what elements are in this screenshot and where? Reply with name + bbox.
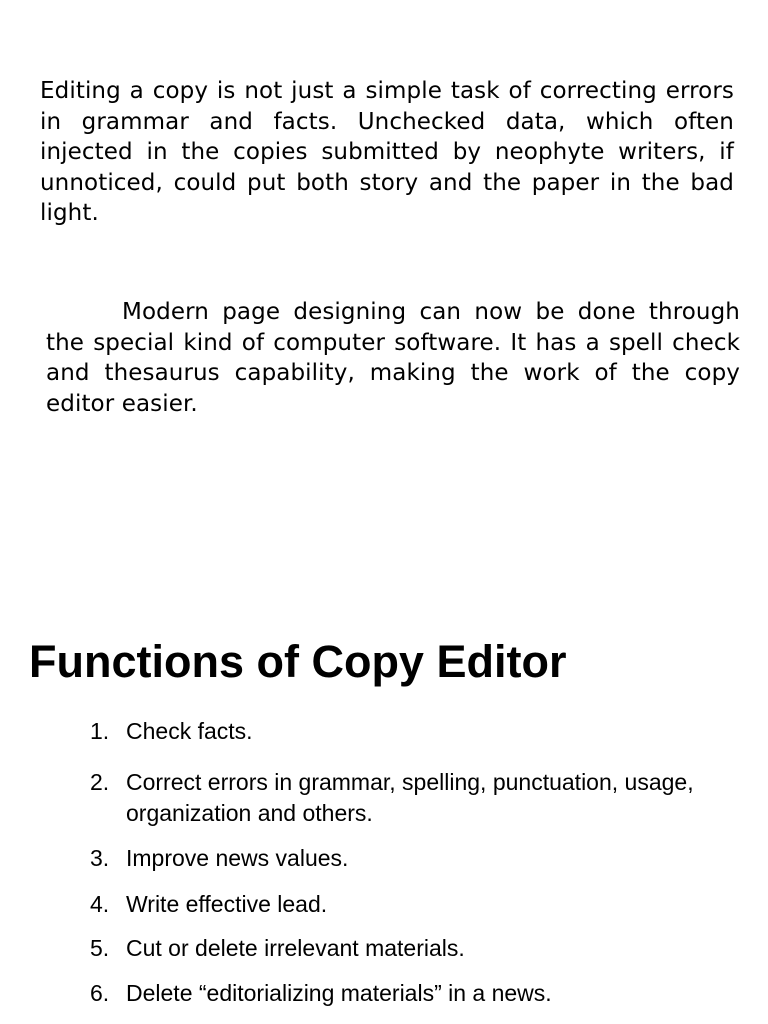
list-item (90, 843, 730, 874)
list-item (90, 933, 730, 964)
list-item (90, 889, 730, 920)
intro-paragraph: Editing a copy is not just a simple task of correcting errors in grammar and facts. Unchecked data, which often injected in the copies submitted by neophyte writers, if unnoticed, could put both story and the paper in the bad light. (40, 78, 734, 227)
list-item-text: Cut or delete irrelevant materials. (126, 935, 465, 961)
software-paragraph: Modern page designing can now be done through the special kind of computer software. It has a spell check and thesaurus capability, making the work of the copy editor easier. (46, 299, 740, 417)
list-item-number: 4. (90, 891, 110, 917)
section-heading: Functions of Copy Editor (29, 636, 567, 687)
list-item (90, 978, 730, 1009)
list-item-number: 2. (90, 769, 110, 795)
list-item-number: 5. (90, 935, 110, 961)
list-item-text: Correct errors in grammar, spelling, punctuation, usage, organization and others. (126, 769, 694, 826)
list-item-text: Improve news values. (126, 845, 349, 871)
list-item (90, 716, 730, 747)
list-item-text: Check facts. (126, 718, 253, 744)
list-item-number: 1. (90, 718, 110, 744)
list-item (90, 767, 730, 829)
list-item-text: Write effective lead. (126, 891, 328, 917)
list-item-number: 6. (90, 980, 110, 1006)
list-item-number: 3. (90, 845, 110, 871)
list-item-text: Delete “editorializing materials” in a news. (126, 980, 552, 1006)
